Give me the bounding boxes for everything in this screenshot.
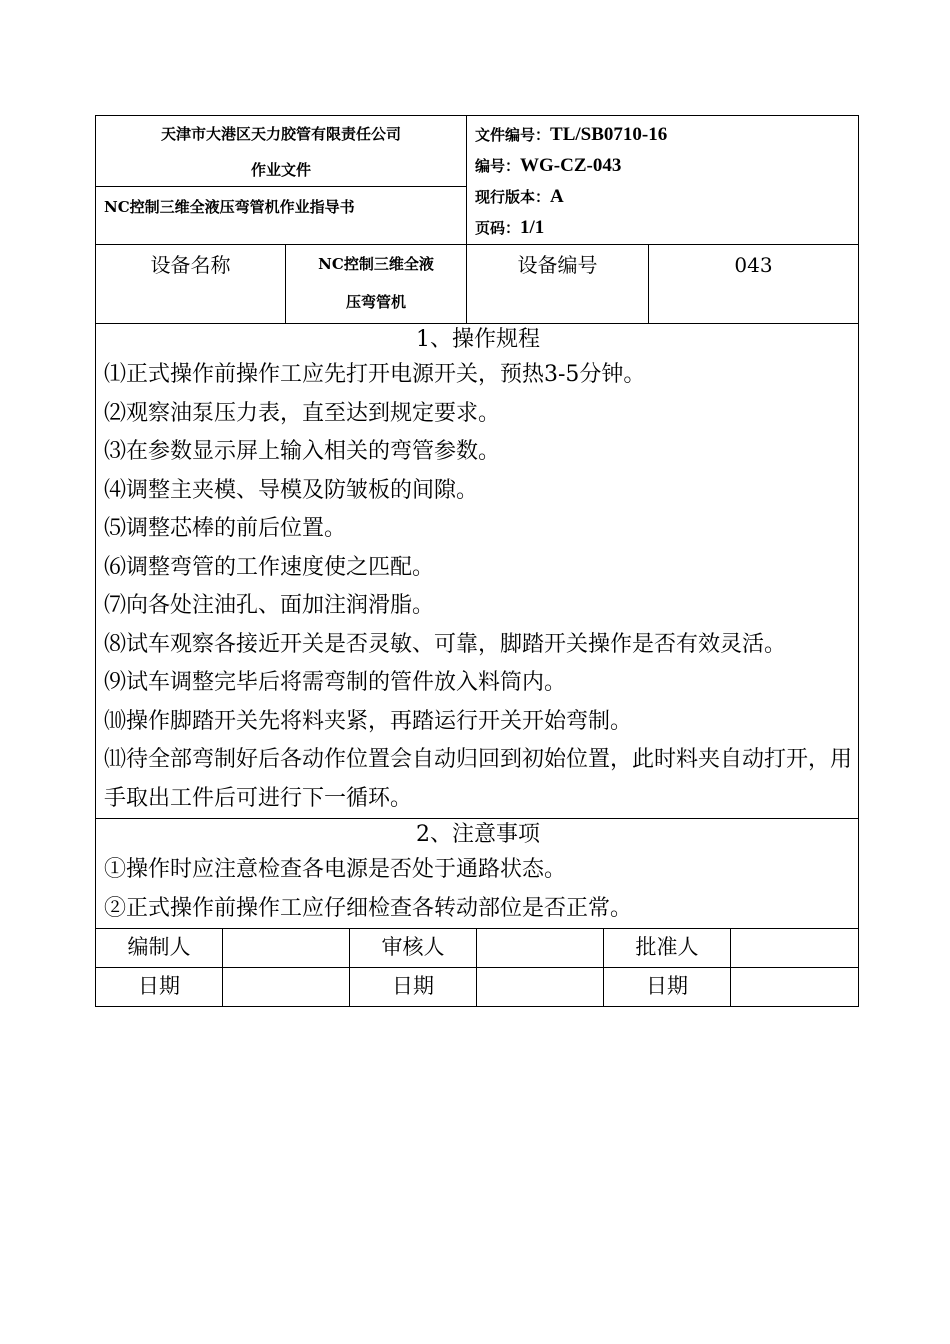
equipment-name-label: 设备名称 — [96, 245, 286, 324]
equipment-row — [96, 245, 859, 324]
equipment-name-value — [286, 245, 467, 324]
signoff-row — [96, 929, 859, 968]
header-right-cell — [467, 116, 859, 245]
equipment-code-label: 设备编号 — [467, 245, 649, 324]
doc-type: 作业文件 — [250, 161, 311, 179]
procedure-step: ⑷调整主夹模、导模及防皱板的间隙。 — [104, 477, 479, 503]
header-left-cell — [96, 116, 467, 245]
compiler-label: 编制人 — [96, 929, 223, 968]
version-row — [475, 182, 858, 213]
approver-date-label: 日期 — [604, 968, 731, 1007]
procedure-step: ⑼试车调整完毕后将需弯制的管件放入料筒内。 — [104, 670, 567, 695]
page-row — [475, 213, 858, 244]
doc-title: NC控制三维全液压弯管机作业指导书 — [96, 186, 466, 242]
procedure-title: 1、操作规程 — [416, 327, 540, 352]
note-item: ①操作时应注意检查各电源是否处于通路状态。 — [104, 857, 567, 882]
procedure-step: ⑵观察油泵压力表，直至达到规定要求。 — [104, 400, 501, 426]
reviewer-label: 审核人 — [350, 929, 477, 968]
reviewer-date-label: 日期 — [350, 968, 477, 1007]
no-value: WG-CZ-043 — [520, 155, 622, 176]
notes-section — [96, 819, 859, 929]
equipment-code-value: 043 — [649, 245, 859, 324]
reviewer-date-field — [477, 968, 604, 1007]
compiler-date-label: 日期 — [96, 968, 223, 1007]
equipment-name-line1: NC控制三维全液 — [318, 255, 434, 273]
file-no-value: TL/SB0710-16 — [550, 124, 668, 145]
procedure-step: ⑾待全部弯制好后各动作位置会自动归回到初始位置，此时料夹自动打开，用手取出工件后可进行下一循环。 — [104, 747, 853, 811]
procedure-step: ⑴正式操作前操作工应先打开电源开关，预热3-5分钟。 — [104, 362, 646, 387]
procedure-step: ⑽操作脚踏开关先将料夹紧，再踏运行开关开始弯制。 — [104, 708, 633, 734]
page-label: 页码： — [475, 219, 521, 237]
equipment-name-line2: 压弯管机 — [345, 293, 406, 311]
company-block — [96, 116, 466, 186]
compiler-field — [223, 929, 350, 968]
note-item: ②正式操作前操作工应仔细检查各转动部位是否正常。 — [104, 895, 633, 921]
version-value: A — [550, 186, 564, 207]
procedure-step: ⑶在参数显示屏上输入相关的弯管参数。 — [104, 439, 501, 464]
page-value: 1/1 — [520, 217, 545, 238]
procedure-section — [96, 324, 859, 819]
no-row — [475, 151, 858, 182]
approver-date-field — [731, 968, 859, 1007]
file-no-label: 文件编号： — [475, 126, 551, 144]
procedure-step: ⑺向各处注油孔、面加注润滑脂。 — [104, 593, 435, 618]
procedure-step: ⑻试车观察各接近开关是否灵敏、可靠，脚踏开关操作是否有效灵活。 — [104, 631, 787, 657]
no-label: 编号： — [475, 157, 521, 175]
work-instruction-document — [95, 115, 858, 1007]
company-name: 天津市大港区天力胶管有限责任公司 — [160, 125, 401, 143]
date-row — [96, 968, 859, 1007]
file-no-row — [475, 120, 858, 151]
version-label: 现行版本： — [475, 188, 551, 206]
procedure-step: ⑹调整弯管的工作速度使之匹配。 — [104, 554, 435, 580]
reviewer-field — [477, 929, 604, 968]
approver-field — [731, 929, 859, 968]
compiler-date-field — [223, 968, 350, 1007]
approver-label: 批准人 — [604, 929, 731, 968]
notes-title: 2、注意事项 — [416, 822, 540, 847]
document-table — [95, 115, 859, 929]
procedure-step: ⑸调整芯棒的前后位置。 — [104, 516, 347, 541]
signoff-table — [95, 928, 859, 1007]
